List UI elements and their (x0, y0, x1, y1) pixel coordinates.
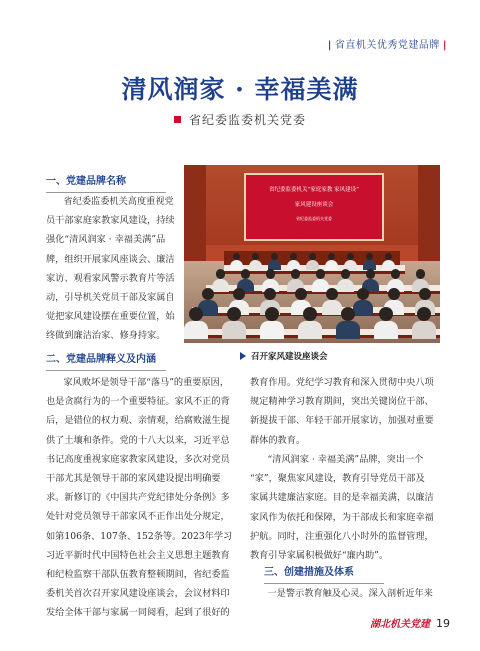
photo-person-body (298, 321, 322, 339)
text-line: 和纪检监察干部队伍教育整顿期间，省纪委监 (46, 569, 230, 581)
text-line: 发给全体干部与家属一同阅看，起到了很好的 (46, 607, 230, 619)
photo-person-head (417, 307, 431, 321)
photo-person-body (184, 321, 208, 339)
text-line: 书记高度重视家庭家教家风建设，多次对党员 (46, 453, 230, 465)
text-line: 委机关首次召开家风建设座谈会，会议材料印 (46, 588, 230, 600)
photo-person-body (212, 279, 229, 292)
text-line: 护航。同时，注重强化八小时外的监督管理， (250, 530, 434, 542)
text-line: 省纪委监委机关高度重视党 (63, 196, 174, 207)
section-3-heading: 三、创建措施及体系 (264, 563, 354, 578)
photo-person-head (379, 307, 393, 321)
text-line: 牌，组织开展家风座谈会、廉洁 (46, 253, 175, 265)
section-tag (325, 36, 450, 51)
text-line: 教育引导家属积极做好“廉内助”。 (250, 550, 389, 562)
photo-person-head (189, 307, 203, 321)
photo-person-body (325, 260, 338, 270)
tag-bar-left: | (327, 40, 332, 51)
text-line: “家”，聚焦家风建设，教育引导党员干部及 (250, 473, 425, 485)
article-subtitle (0, 111, 480, 128)
photo-person-body (249, 260, 262, 270)
photo-person-head (303, 307, 317, 321)
column-2-paragraph-2 (250, 450, 440, 565)
article-title: 清风润家 · 幸福美满 (121, 75, 359, 104)
text-line: 群体的教育。 (250, 434, 306, 446)
photo-screen (244, 173, 384, 241)
text-line: 动，引导机关党员干部及家属自 (46, 292, 175, 304)
section-1-body (46, 192, 178, 346)
caption-triangle-icon (240, 352, 246, 360)
photo-person-body (260, 321, 284, 339)
photo-person-body (322, 300, 342, 315)
text-line: 觉把家风建设摆在重要位置，始 (46, 311, 175, 323)
text-line: “清风润家 · 幸福美满”品牌，突出一个 (267, 454, 424, 465)
section-3-body (250, 584, 440, 603)
text-line: 家风败坏是领导干部“落马”的重要原因， (63, 377, 230, 388)
text-line: 处针对党员领导干部家风不正作出处分规定， (46, 511, 230, 523)
photo-person-body (230, 260, 243, 270)
text-line: 一是警示教育触及心灵。深入剖析近年来 (267, 588, 433, 599)
photo-person-head (265, 307, 279, 321)
author-org: 省纪委监委机关党委 (188, 113, 306, 127)
screen-line-1: 省纪委监委机关“家庭家教 家风建设” (269, 187, 359, 193)
text-line: 供了土壤和条件。党的十八大以来，习近平总 (46, 434, 230, 446)
text-line: 如第106条、107条、152条等。2023年学习 (46, 530, 233, 542)
photo-person-body (222, 321, 246, 339)
photo-caption (240, 350, 328, 362)
photo-person-body (374, 321, 398, 339)
screen-line-2: 家风建设座谈会 (294, 202, 334, 208)
photo-person-head (341, 307, 355, 321)
text-line: 干部尤其是领导干部的家风建设提出明确要 (46, 473, 221, 485)
section-2-body (46, 373, 236, 623)
page-footer (370, 615, 450, 630)
screen-line-3: 省纪委监委机关党委 (296, 216, 332, 221)
section-tag-text: 省直机关优秀党建品牌 (334, 40, 440, 51)
photo-person-body (337, 279, 354, 292)
text-line: 教育作用。党纪学习教育和深入贯彻中央八项 (250, 377, 434, 388)
magazine-logo: 湖北机关党建 (370, 619, 430, 630)
page-number: 19 (436, 617, 450, 630)
photo-person-head (227, 307, 241, 321)
red-square-icon (174, 116, 181, 123)
meeting-photo (184, 165, 440, 343)
text-line: 家访、观看家风警示教育片等活 (46, 272, 175, 284)
text-line: 求。新修订的《中国共产党纪律处分条例》多 (46, 492, 230, 504)
tag-bar-right: | (442, 40, 447, 51)
column-2-body (250, 373, 440, 450)
section-2-heading: 二、党建品牌释义及内涵 (46, 350, 156, 365)
text-line: 强化“清风润家 · 幸福美满”品 (46, 234, 166, 246)
photo-person-body (412, 321, 436, 339)
text-line: 家属共建廉洁家庭。目的是幸福美满，以廉洁 (250, 492, 434, 504)
photo-person-body (336, 321, 360, 339)
section-1-heading: 一、党建品牌名称 (46, 172, 126, 187)
text-line: 习近平新时代中国特色社会主义思想主题教育 (46, 549, 230, 561)
text-line: 也是贪腐行为的一个重要特征。家风不正的背 (46, 396, 230, 408)
text-line: 终做到廉洁治家、修身持家。 (46, 330, 166, 342)
text-line: 新提拔干部、年轻干部开展家访，加强对重要 (250, 415, 434, 427)
text-line: 规定精神学习教育期间，突出关键岗位干部、 (250, 396, 434, 408)
text-line: 后，是错位的权力观、亲情观，给腐败滋生提 (46, 415, 230, 427)
photo-person-body (353, 300, 373, 315)
caption-text: 召开家风建设座谈会 (251, 352, 328, 362)
text-line: 家风作为依托和保障，为干部成长和家庭幸福 (250, 511, 434, 523)
text-line: 员干部家庭家教家风建设，持续 (46, 215, 175, 227)
